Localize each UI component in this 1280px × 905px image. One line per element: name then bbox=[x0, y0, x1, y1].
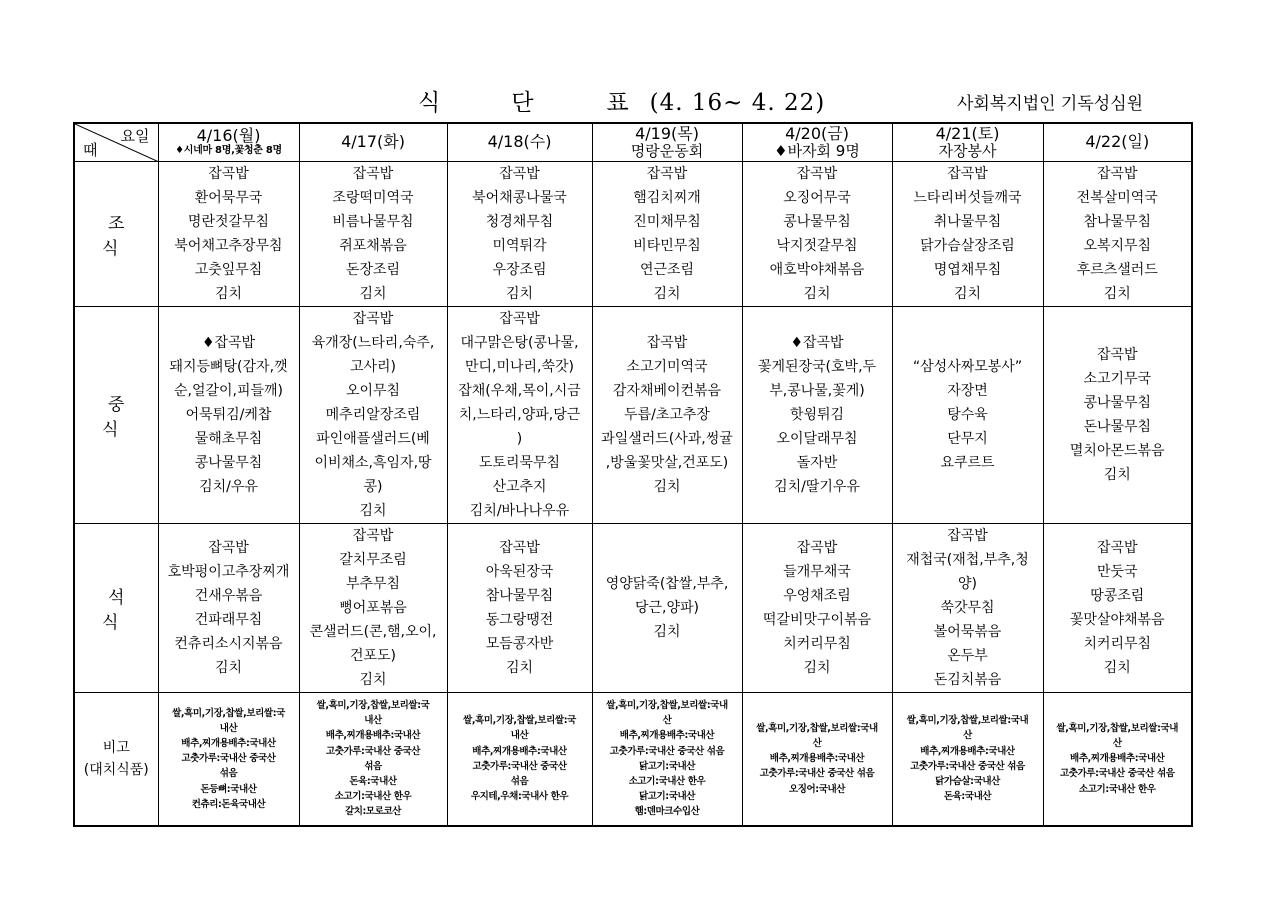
menu-item: 북어채콩나물국 bbox=[472, 189, 567, 206]
menu-item: 대구맑은탕(콩나물, bbox=[460, 334, 579, 351]
menu-item: 잡채(우채,목이,시금 bbox=[458, 382, 581, 399]
origin-note-line: 고춧가루:국내산 중국산 섞음 bbox=[1059, 768, 1175, 780]
menu-item: 김치/바나나우유 bbox=[469, 502, 570, 519]
organization-name: 사회복지법인 기독성심원 bbox=[957, 94, 1144, 114]
menu-item: 꽃맛살야채볶음 bbox=[1069, 611, 1165, 628]
title-period: (4. 16~ 4. 22) bbox=[649, 90, 826, 116]
origin-note-line: 소고기:국내산 한우 bbox=[628, 775, 706, 787]
menu-item: 김치 bbox=[1103, 466, 1131, 483]
menu-item: 비름나물무침 bbox=[332, 213, 414, 230]
origin-note-line: 쌀,흑미,기장,찹쌀,보리쌀:국내 bbox=[1056, 722, 1179, 734]
menu-item: 김치 bbox=[505, 285, 534, 302]
menu-cell bbox=[158, 523, 299, 692]
breakfast-row bbox=[74, 161, 1192, 306]
menu-item: 애호박야채볶음 bbox=[769, 261, 865, 278]
menu-cell bbox=[299, 161, 447, 306]
page-title bbox=[418, 84, 825, 117]
menu-cell bbox=[1043, 161, 1192, 306]
menu-cell bbox=[592, 161, 742, 306]
menu-item: 양) bbox=[958, 575, 977, 592]
origin-note-line: 소고기:국내산 한우 bbox=[334, 791, 412, 803]
menu-item: 조랑떡미역국 bbox=[332, 189, 414, 206]
menu-item: 잡곡밥 bbox=[796, 539, 838, 556]
origin-note-line: 쌀,흑미,기장,찹쌀,보리쌀:국내 bbox=[606, 699, 728, 711]
menu-cell bbox=[742, 523, 892, 692]
menu-item: 청경채무침 bbox=[485, 213, 554, 230]
meal-label: 석 식 bbox=[102, 587, 137, 633]
origin-notes-cell bbox=[447, 692, 592, 826]
menu-item: 재첩국(재첩,부추,청 bbox=[906, 551, 1029, 568]
menu-item: 환어묵무국 bbox=[194, 189, 263, 206]
breakfast-label-cell bbox=[74, 161, 158, 306]
menu-item: 명란젓갈무침 bbox=[187, 213, 270, 230]
origin-note-line: 배추,찌개용배추:국내산 bbox=[325, 730, 421, 742]
origin-note-line: 산 bbox=[812, 737, 822, 749]
menu-item: 잡곡밥 bbox=[1096, 539, 1138, 556]
origin-note-line: 산 bbox=[662, 715, 672, 727]
menu-item: 미역튀각 bbox=[492, 237, 547, 254]
origin-note-line: 고춧가루:국내산 중국산 bbox=[472, 760, 567, 772]
day-header bbox=[1043, 123, 1192, 161]
menu-item: 후르츠샐러드 bbox=[1076, 261, 1158, 278]
day-axis-label: 요일 bbox=[120, 127, 150, 145]
day-header bbox=[592, 123, 742, 161]
meal-axis-label: 때 bbox=[83, 140, 98, 159]
menu-cell bbox=[592, 523, 742, 692]
origin-note-line: 갈치:모로코산 bbox=[344, 806, 402, 818]
menu-item: 부추무침 bbox=[345, 575, 401, 592]
menu-item: 김치 bbox=[359, 671, 387, 688]
origin-note-line: 내산 bbox=[364, 715, 382, 727]
day-event-note: 명랑운동회 bbox=[630, 141, 704, 160]
origin-note-line: 내산 bbox=[219, 722, 238, 734]
menu-cell bbox=[447, 161, 592, 306]
menu-item: 돈장조림 bbox=[345, 261, 401, 278]
day-header bbox=[158, 123, 299, 161]
menu-item: 당근,양파) bbox=[634, 599, 699, 616]
menu-item: 순,얼갈이,피들깨) bbox=[173, 382, 284, 399]
menu-item: 잡곡밥 bbox=[499, 165, 540, 182]
origin-notes-cell bbox=[592, 692, 742, 826]
menu-item: 잡곡밥 bbox=[352, 527, 394, 544]
origin-note-line: 닭가슴살:국내산 bbox=[935, 775, 1000, 787]
menu-item: 소고기미역국 bbox=[626, 358, 708, 375]
origin-note-line: 산 bbox=[1112, 737, 1122, 749]
menu-item: 잡곡밥 bbox=[352, 165, 394, 182]
menu-item: 산고추지 bbox=[492, 478, 547, 495]
menu-item: 갈치무조림 bbox=[339, 551, 407, 568]
origin-note-line: 오징어:국내산 bbox=[788, 783, 846, 795]
origin-note-line: 배추,찌개용배추:국내산 bbox=[181, 737, 276, 749]
menu-item: 김치 bbox=[653, 478, 681, 495]
menu-item: 꽃게된장국(호박,두 bbox=[757, 358, 877, 375]
origin-notes-cell bbox=[892, 692, 1043, 826]
day-event-note: ♦시네마 8명,꽃청춘 8명 bbox=[175, 145, 282, 157]
origin-note-line: 돈육:국내산 bbox=[349, 775, 397, 787]
menu-item: 오이달래무침 bbox=[776, 430, 858, 447]
day-header bbox=[742, 123, 892, 161]
menu-item: 소고기무국 bbox=[1083, 370, 1152, 387]
menu-item: 진미채무침 bbox=[633, 213, 701, 230]
menu-item: ,방울꽃맛살,건포도) bbox=[605, 454, 729, 471]
origin-note-line: 햄:덴마크수입산 bbox=[634, 806, 700, 818]
menu-item: 김치 bbox=[214, 285, 243, 302]
menu-item: 온두부 bbox=[947, 647, 988, 664]
origin-note-line: 쌀,흑미,기장,찹쌀,보리쌀:국 bbox=[463, 715, 576, 727]
menu-item: 멸치아몬드볶음 bbox=[1069, 442, 1165, 459]
menu-item: 참나물무침 bbox=[1083, 213, 1152, 230]
menu-item: 감자채베이컨볶음 bbox=[612, 382, 722, 399]
menu-item: 콩) bbox=[363, 478, 383, 495]
day-date: 4/18(수) bbox=[487, 132, 552, 152]
menu-item: 닭가슴살장조림 bbox=[920, 237, 1015, 254]
menu-item: 육개장(느타리,숙주, bbox=[311, 334, 435, 351]
menu-item: 요쿠르트 bbox=[940, 454, 995, 471]
menu-item: 자장면 bbox=[947, 382, 988, 399]
menu-item: 호박펑이고추장찌개 bbox=[167, 563, 290, 580]
day-event-note: ♦바자회 9명 bbox=[774, 141, 860, 160]
menu-item: 잡곡밥 bbox=[208, 165, 249, 182]
menu-item: 김치 bbox=[803, 285, 831, 302]
menu-item: 김치 bbox=[953, 285, 982, 302]
menu-item: 비타민무침 bbox=[633, 237, 701, 254]
menu-item: 돈나물무침 bbox=[1083, 418, 1152, 435]
origin-note-line: 고춧가루:국내산 중국산 섞음 bbox=[910, 760, 1025, 772]
menu-item: 잡곡밥 bbox=[1096, 346, 1138, 363]
notes-label-line: 비고 bbox=[102, 739, 130, 756]
menu-item: 건파래무침 bbox=[194, 611, 263, 628]
menu-cell bbox=[892, 523, 1043, 692]
menu-item: 우엉채조림 bbox=[783, 587, 851, 604]
menu-item: 땅콩조림 bbox=[1090, 587, 1145, 604]
origin-note-line: 산 bbox=[963, 730, 972, 742]
menu-cell bbox=[592, 306, 742, 523]
menu-item: 참나물무침 bbox=[485, 587, 554, 604]
day-date: 4/17(화) bbox=[341, 132, 405, 152]
origin-note-line: 돈육:국내산 bbox=[943, 791, 992, 803]
origin-note-line: 돈등뼈:국내산 bbox=[200, 783, 257, 795]
origin-note-line: 고춧가루:국내산 중국산 bbox=[325, 745, 421, 757]
menu-item: 볼어묵볶음 bbox=[933, 623, 1002, 640]
meal-label: 중 식 bbox=[102, 394, 137, 440]
menu-item: 치,느타리,양파,당근 bbox=[458, 406, 581, 423]
menu-item: 들개무채국 bbox=[783, 563, 851, 580]
menu-cell bbox=[892, 161, 1043, 306]
origin-note-line: 닭고기:국내산 bbox=[638, 760, 696, 772]
menu-item: 김치 bbox=[359, 285, 387, 302]
title-char: 표 bbox=[606, 90, 630, 116]
menu-item: 치커리무침 bbox=[1083, 635, 1152, 652]
menu-item: 잡곡밥 bbox=[352, 310, 394, 327]
origin-notes-cell bbox=[299, 692, 447, 826]
menu-item: 쑥갓무침 bbox=[940, 599, 995, 616]
menu-cell bbox=[742, 161, 892, 306]
menu-item: “삼성사짜모봉사” bbox=[912, 358, 1023, 375]
menu-item: 느타리버섯들깨국 bbox=[913, 189, 1022, 206]
origin-notes-cell bbox=[742, 692, 892, 826]
menu-item: 잡곡밥 bbox=[796, 165, 838, 182]
menu-item: 돌자반 bbox=[796, 454, 838, 471]
menu-item: 부,콩나물,꽃게) bbox=[769, 382, 865, 399]
day-header bbox=[892, 123, 1043, 161]
menu-item: 우장조림 bbox=[492, 261, 547, 278]
dinner-label-cell bbox=[74, 523, 158, 692]
dinner-row bbox=[74, 523, 1192, 692]
menu-item: 건포도) bbox=[349, 647, 397, 664]
menu-item: 어묵튀김/케찹 bbox=[185, 406, 272, 423]
origin-note-line: 내산 bbox=[510, 730, 529, 742]
menu-item: 파인애플샐러드(베 bbox=[316, 430, 430, 447]
corner-cell bbox=[74, 123, 158, 161]
menu-item: 김치 bbox=[1103, 285, 1131, 302]
origin-notes-cell bbox=[1043, 692, 1192, 826]
menu-item: 과일샐러드(사과,썽귤 bbox=[601, 430, 733, 447]
menu-item: 도토리묵무침 bbox=[478, 454, 561, 471]
menu-item: 메추리알장조림 bbox=[325, 406, 421, 423]
origin-note-line: 배추,찌개용배추:국내산 bbox=[472, 745, 567, 757]
menu-cell bbox=[158, 306, 299, 523]
menu-item: 김치 bbox=[505, 659, 534, 676]
menu-cell bbox=[447, 306, 592, 523]
menu-item: 영양닭죽(찹쌀,부추, bbox=[605, 575, 729, 592]
day-header bbox=[299, 123, 447, 161]
menu-item: 건새우볶음 bbox=[194, 587, 263, 604]
menu-item: 오징어무국 bbox=[783, 189, 851, 206]
menu-item: ) bbox=[516, 430, 523, 447]
menu-item: 김치 bbox=[1103, 659, 1131, 676]
menu-item: ♦잡곡밥 bbox=[201, 334, 256, 351]
menu-item: 잡곡밥 bbox=[499, 310, 540, 327]
origin-note-line: 고춧가루:국내산 중국산 섞음 bbox=[609, 745, 725, 757]
lunch-row bbox=[74, 306, 1192, 523]
menu-item: 김치 bbox=[653, 285, 681, 302]
origin-note-line: 우지테,우채:국내사 한우 bbox=[470, 791, 569, 803]
menu-item: 콩나물무침 bbox=[783, 213, 851, 230]
menu-item: 김치 bbox=[359, 502, 387, 519]
menu-item: 물해초무침 bbox=[194, 430, 263, 447]
menu-item: 잡곡밥 bbox=[947, 165, 988, 182]
menu-item: 콘샐러드(콘,햄,오이, bbox=[309, 623, 437, 640]
menu-cell bbox=[892, 306, 1043, 523]
menu-item: 콩나물무침 bbox=[194, 454, 263, 471]
day-date: 4/21(토) bbox=[935, 123, 1000, 143]
menu-item: 전복살미역국 bbox=[1076, 189, 1158, 206]
origin-note-line: 고춧가루:국내산 중국산 섞음 bbox=[759, 768, 875, 780]
menu-cell bbox=[447, 523, 592, 692]
origin-note-line: 소고기:국내산 한우 bbox=[1078, 783, 1156, 795]
origin-note-line: 배추,찌개용배추:국내산 bbox=[1070, 753, 1165, 765]
menu-cell bbox=[742, 306, 892, 523]
menu-item: 두릅/초고추장 bbox=[624, 406, 710, 423]
menu-item: 컨츄리소시지볶음 bbox=[174, 635, 283, 652]
origin-note-line: 섞음 bbox=[219, 768, 238, 780]
menu-item: 김치 bbox=[214, 659, 243, 676]
lunch-label-cell bbox=[74, 306, 158, 523]
menu-item: 잡곡밥 bbox=[208, 539, 249, 556]
menu-item: 오복지무침 bbox=[1083, 237, 1152, 254]
menu-item: 고춧잎무침 bbox=[194, 261, 263, 278]
origin-note-line: 배추,찌개용배추:국내산 bbox=[920, 745, 1015, 757]
notes-label-cell bbox=[74, 692, 158, 826]
origin-note-line: 쌀,흑미,기장,찹쌀,보리쌀:국내 bbox=[906, 715, 1029, 727]
day-date: 4/20(금) bbox=[785, 123, 849, 143]
menu-item: ♦잡곡밥 bbox=[790, 334, 844, 351]
menu-cell bbox=[299, 306, 447, 523]
day-date: 4/16(월) bbox=[196, 126, 261, 146]
origin-note-line: 배추,찌개용배추:국내산 bbox=[619, 730, 715, 742]
menu-item: 김치/우유 bbox=[199, 478, 258, 495]
origin-note-line: 쌀,흑미,기장,찹쌀,보리쌀:국 bbox=[316, 699, 430, 711]
header-row bbox=[74, 123, 1192, 161]
menu-cell bbox=[158, 161, 299, 306]
origin-note-line: 섞음 bbox=[510, 775, 529, 787]
meal-label: 조 식 bbox=[102, 213, 137, 259]
title-char: 식 bbox=[418, 90, 442, 116]
menu-item: 콩나물무침 bbox=[1083, 394, 1152, 411]
menu-item: 동그랑땡전 bbox=[485, 611, 554, 628]
menu-item: 떡갈비맛구이볶음 bbox=[762, 611, 872, 628]
origin-notes-cell bbox=[158, 692, 299, 826]
menu-item: 쥐포채볶음 bbox=[339, 237, 407, 254]
menu-item: 잡곡밥 bbox=[646, 334, 688, 351]
menu-cell bbox=[299, 523, 447, 692]
menu-item: 잡곡밥 bbox=[499, 539, 540, 556]
origin-note-line: 쌀,흑미,기장,찹쌀,보리쌀:국내 bbox=[756, 722, 878, 734]
menu-item: 연근조림 bbox=[639, 261, 695, 278]
origin-note-line: 섞음 bbox=[364, 760, 382, 772]
origin-note-line: 고춧가루:국내산 중국산 bbox=[181, 753, 276, 765]
menu-item: 만디,미나리,쑥갓) bbox=[464, 358, 575, 375]
menu-item: 모듬콩자반 bbox=[485, 635, 554, 652]
menu-item: 이비채소,흑임자,땅 bbox=[314, 454, 432, 471]
menu-item: 만둣국 bbox=[1096, 563, 1138, 580]
menu-item: 핫윙튀김 bbox=[789, 406, 845, 423]
menu-item: 북어채고추장무침 bbox=[174, 237, 283, 254]
menu-cell bbox=[1043, 523, 1192, 692]
menu-item: 명엽채무침 bbox=[933, 261, 1002, 278]
menu-item: 취나물무침 bbox=[933, 213, 1002, 230]
origin-note-line: 컨츄리:돈육국내산 bbox=[191, 798, 266, 810]
menu-item: 뻥어포볶음 bbox=[339, 599, 407, 616]
menu-item: 잡곡밥 bbox=[646, 165, 688, 182]
menu-item: 탕수육 bbox=[947, 406, 988, 423]
menu-item: 고사리) bbox=[349, 358, 397, 375]
origin-note-line: 닭고기:국내산 bbox=[638, 791, 696, 803]
menu-item: 낙지젓갈무침 bbox=[776, 237, 858, 254]
menu-item: 단무지 bbox=[947, 430, 988, 447]
menu-item: 잡곡밥 bbox=[1096, 165, 1138, 182]
day-date: 4/19(목) bbox=[635, 123, 699, 143]
meal-plan-table bbox=[73, 122, 1193, 827]
notes-row bbox=[74, 692, 1192, 826]
title-char: 단 bbox=[511, 90, 535, 116]
menu-item: 돼지등뼈탕(감자,깻 bbox=[169, 358, 288, 375]
notes-label-line: (대치식품) bbox=[83, 761, 149, 778]
menu-item: 아욱된장국 bbox=[485, 563, 554, 580]
origin-note-line: 쌀,흑미,기장,찹쌀,보리쌀:국 bbox=[172, 707, 285, 719]
menu-item: 햄김치찌개 bbox=[633, 189, 701, 206]
menu-item: 치커리무침 bbox=[783, 635, 851, 652]
menu-cell bbox=[1043, 306, 1192, 523]
menu-item: 김치/딸기우유 bbox=[774, 478, 860, 495]
menu-item: 김치 bbox=[803, 659, 831, 676]
menu-item: 오이무침 bbox=[345, 382, 401, 399]
origin-note-line: 배추,찌개용배추:국내산 bbox=[769, 753, 865, 765]
menu-item: 김치 bbox=[653, 623, 681, 640]
day-date: 4/22(일) bbox=[1085, 132, 1150, 152]
day-event-note: 자장봉사 bbox=[938, 141, 997, 160]
menu-item: 돈김치볶음 bbox=[933, 671, 1002, 688]
menu-item: 잡곡밥 bbox=[947, 527, 988, 544]
day-header bbox=[447, 123, 592, 161]
